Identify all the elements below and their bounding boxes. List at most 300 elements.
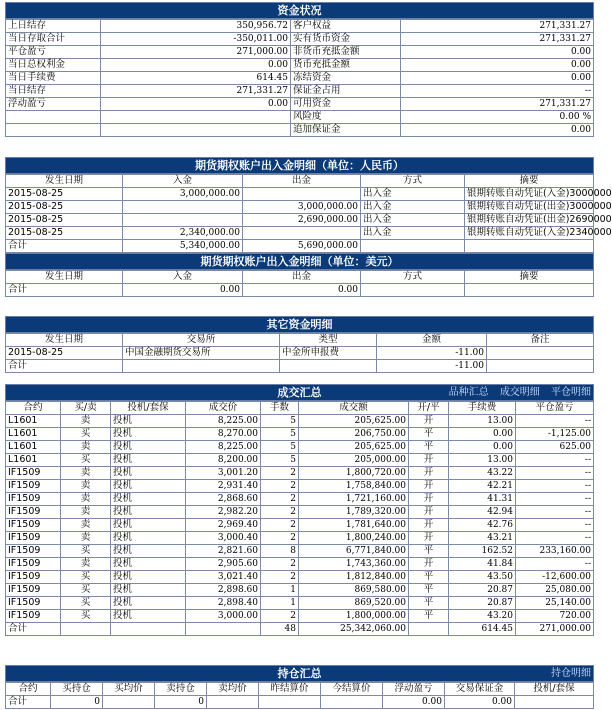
total-cell: 0.00 — [445, 696, 515, 709]
funds-value: 614.45 — [101, 72, 291, 85]
table-cell: 1 — [261, 584, 299, 597]
table-cell: 3,000.00 — [186, 610, 261, 623]
table-cell: 出入金 — [361, 201, 465, 214]
other-table — [5, 333, 594, 373]
funds-label — [6, 124, 101, 137]
table-cell: 42.21 — [449, 480, 516, 493]
column-header: 发生日期 — [6, 175, 123, 188]
table-cell: 41.31 — [449, 493, 516, 506]
table-cell — [123, 214, 243, 227]
table-cell: 投机 — [111, 467, 186, 480]
total-row — [6, 623, 594, 636]
table-cell: 8 — [261, 545, 299, 558]
funds-label: 保证金占用 — [291, 85, 401, 98]
table-cell: 205,000.00 — [299, 454, 409, 467]
table-row — [6, 610, 594, 623]
table-row — [6, 227, 594, 240]
column-header: 开/平 — [409, 402, 449, 415]
table-cell: 20.87 — [449, 597, 516, 610]
table-cell: 206,750.00 — [299, 428, 409, 441]
column-header: 成交额 — [299, 402, 409, 415]
column-header: 出金 — [243, 175, 361, 188]
column-header: 摘要 — [465, 271, 594, 284]
total-cell — [321, 696, 383, 709]
table-cell: 2 — [261, 532, 299, 545]
table-cell: IF1509 — [6, 584, 61, 597]
total-cell: 48 — [261, 623, 299, 636]
funds-row — [6, 85, 594, 98]
table-cell: -- — [516, 532, 594, 545]
table-cell: 41.84 — [449, 558, 516, 571]
table-cell: 出入金 — [361, 214, 465, 227]
column-header: 合约 — [6, 683, 51, 696]
funds-label: 货币充抵金额 — [291, 59, 401, 72]
table-cell: 0.00 — [449, 428, 516, 441]
table-cell: 3,021.40 — [186, 571, 261, 584]
table-cell: L1601 — [6, 415, 61, 428]
table-cell: 2,898.60 — [186, 584, 261, 597]
total-cell — [259, 696, 321, 709]
funds-value: 271,331.27 — [401, 20, 594, 33]
table-cell: 162.52 — [449, 545, 516, 558]
table-cell: 平 — [409, 571, 449, 584]
table-cell: 25,080.00 — [516, 584, 594, 597]
table-cell — [487, 347, 594, 360]
funds-value: 0.00 — [401, 46, 594, 59]
total-cell — [361, 284, 465, 297]
funds-value: -- — [401, 85, 594, 98]
column-header: 方式 — [361, 271, 465, 284]
table-row — [6, 214, 594, 227]
table-cell: 6,771,840.00 — [299, 545, 409, 558]
table-cell: 平 — [409, 428, 449, 441]
total-cell — [207, 696, 259, 709]
table-cell: 开 — [409, 467, 449, 480]
table-cell: IF1509 — [6, 519, 61, 532]
table-cell: 卖 — [61, 415, 111, 428]
table-cell: 中国金融期货交易所 — [123, 347, 280, 360]
table-cell: -- — [516, 480, 594, 493]
rmb-section — [5, 157, 612, 297]
column-header: 入金 — [123, 175, 243, 188]
table-row — [6, 347, 594, 360]
column-header: 买均价 — [103, 683, 155, 696]
table-cell: 投机 — [111, 415, 186, 428]
table-row — [6, 519, 594, 532]
table-cell: 2 — [261, 558, 299, 571]
table-cell: 银期转账自动凭证(出金)2690000 — [465, 214, 594, 227]
table-row — [6, 480, 594, 493]
table-cell: 2,821.60 — [186, 545, 261, 558]
table-cell: 3,001.20 — [186, 467, 261, 480]
table-cell: 投机 — [111, 610, 186, 623]
table-cell: -- — [516, 506, 594, 519]
total-row — [6, 284, 594, 297]
table-cell: 2 — [261, 519, 299, 532]
table-cell: 2,898.40 — [186, 597, 261, 610]
table-cell: 投机 — [111, 558, 186, 571]
funds-value — [101, 124, 291, 137]
total-cell: 5,690,000.00 — [243, 240, 361, 253]
column-header: 卖持仓 — [155, 683, 207, 696]
table-cell: 卖 — [61, 493, 111, 506]
table-cell: 开 — [409, 480, 449, 493]
total-cell: 0.00 — [383, 696, 445, 709]
table-cell: 买 — [61, 584, 111, 597]
table-cell: 869,580.00 — [299, 584, 409, 597]
total-cell — [103, 696, 155, 709]
table-cell: L1601 — [6, 428, 61, 441]
rmb-title: 期货期权账户出入金明细（单位：人民币） — [5, 157, 594, 174]
column-header: 类型 — [280, 334, 377, 347]
funds-label: 当日存取合计 — [6, 33, 101, 46]
table-cell: 13.00 — [449, 454, 516, 467]
table-cell: 2 — [261, 506, 299, 519]
funds-label: 当日总权利金 — [6, 59, 101, 72]
table-cell: 8,225.00 — [186, 415, 261, 428]
table-row — [6, 493, 594, 506]
table-cell: 出入金 — [361, 227, 465, 240]
funds-label: 可用资金 — [291, 98, 401, 111]
table-row — [6, 415, 594, 428]
funds-label: 客户权益 — [291, 20, 401, 33]
total-cell: 合计 — [6, 240, 123, 253]
table-cell — [123, 201, 243, 214]
table-cell: 投机 — [111, 571, 186, 584]
column-header: 发生日期 — [6, 271, 123, 284]
funds-row — [6, 33, 594, 46]
table-cell — [243, 227, 361, 240]
table-cell: 投机 — [111, 597, 186, 610]
positions-title-bar — [5, 665, 594, 682]
total-cell — [361, 240, 465, 253]
table-cell: 43.20 — [449, 610, 516, 623]
table-cell: 2 — [261, 467, 299, 480]
table-cell: 开 — [409, 519, 449, 532]
funds-label: 非货币充抵金额 — [291, 46, 401, 59]
table-cell: 卖 — [61, 441, 111, 454]
total-cell — [487, 360, 594, 373]
usd-table — [5, 270, 594, 297]
column-header: 方式 — [361, 175, 465, 188]
table-cell: -- — [516, 493, 594, 506]
table-cell: 买 — [61, 610, 111, 623]
funds-row — [6, 20, 594, 33]
column-header: 备注 — [487, 334, 594, 347]
table-cell: 开 — [409, 493, 449, 506]
column-header: 昨结算价 — [259, 683, 321, 696]
table-cell: 5 — [261, 441, 299, 454]
table-cell: 205,625.00 — [299, 415, 409, 428]
column-header: 合约 — [6, 402, 61, 415]
trades-title: 成交汇总 — [277, 386, 322, 399]
table-row — [6, 571, 594, 584]
table-cell: 中金所申报费 — [280, 347, 377, 360]
total-cell — [186, 623, 261, 636]
total-cell — [280, 360, 377, 373]
other-section — [5, 316, 594, 373]
table-cell: 2015-08-25 — [6, 214, 123, 227]
table-cell: L1601 — [6, 441, 61, 454]
funds-label: 实有货币资金 — [291, 33, 401, 46]
funds-value: 0.00 — [401, 72, 594, 85]
column-header: 手续费 — [449, 402, 516, 415]
table-cell: 5 — [261, 428, 299, 441]
rmb-table — [5, 174, 612, 253]
table-cell: 205,625.00 — [299, 441, 409, 454]
column-header: 交易所 — [123, 334, 280, 347]
table-row — [6, 441, 594, 454]
funds-label: 追加保证金 — [291, 124, 401, 137]
table-cell: IF1509 — [6, 480, 61, 493]
usd-title: 期货期权账户出入金明细（单位：美元） — [5, 253, 594, 270]
total-cell: 614.45 — [449, 623, 516, 636]
column-header: 浮动盈亏 — [383, 683, 445, 696]
table-cell: 平 — [409, 441, 449, 454]
table-cell: IF1509 — [6, 558, 61, 571]
table-cell: 5 — [261, 454, 299, 467]
column-header: 手数 — [261, 402, 299, 415]
table-cell: 银期转账自动凭证(入金)2340000 — [465, 227, 594, 240]
table-cell: 2,931.40 — [186, 480, 261, 493]
funds-value: 0.00 — [101, 98, 291, 111]
positions-title: 持仓汇总 — [277, 667, 322, 680]
table-row — [6, 584, 594, 597]
funds-row — [6, 72, 594, 85]
table-cell: 平 — [409, 597, 449, 610]
total-cell: 合计 — [6, 696, 51, 709]
total-cell: 0 — [51, 696, 103, 709]
column-header: 买/卖 — [61, 402, 111, 415]
table-cell: 卖 — [61, 519, 111, 532]
table-cell: 2015-08-25 — [6, 188, 123, 201]
table-cell: 2,905.60 — [186, 558, 261, 571]
table-cell: IF1509 — [6, 493, 61, 506]
table-cell: 42.76 — [449, 519, 516, 532]
funds-title: 资金状况 — [5, 2, 594, 19]
table-cell: 卖 — [61, 480, 111, 493]
table-cell: 开 — [409, 558, 449, 571]
column-header: 买持仓 — [51, 683, 103, 696]
total-cell — [111, 623, 186, 636]
table-cell: 出入金 — [361, 188, 465, 201]
table-cell: 2 — [261, 571, 299, 584]
table-cell: 625.00 — [516, 441, 594, 454]
table-cell: L1601 — [6, 454, 61, 467]
total-cell: 271,000.00 — [516, 623, 594, 636]
table-cell: 1,800,000.00 — [299, 610, 409, 623]
table-cell: 25,140.00 — [516, 597, 594, 610]
table-cell: 卖 — [61, 467, 111, 480]
table-cell: 20.87 — [449, 584, 516, 597]
funds-value: 271,331.27 — [401, 33, 594, 46]
funds-label: 冻结资金 — [291, 72, 401, 85]
table-cell: 3,000,000.00 — [123, 188, 243, 201]
table-row — [6, 506, 594, 519]
column-header: 交易保证金 — [445, 683, 515, 696]
table-cell: 卖 — [61, 558, 111, 571]
column-header: 卖均价 — [207, 683, 259, 696]
funds-label: 当日结存 — [6, 85, 101, 98]
table-cell: -- — [516, 519, 594, 532]
table-row — [6, 454, 594, 467]
table-cell: 2,690,000.00 — [243, 214, 361, 227]
table-cell: 1,721,160.00 — [299, 493, 409, 506]
table-cell: 1,800,240.00 — [299, 532, 409, 545]
table-cell: IF1509 — [6, 597, 61, 610]
total-cell — [123, 360, 280, 373]
total-cell: 0.00 — [123, 284, 243, 297]
positions-section — [5, 665, 594, 709]
trades-section — [5, 384, 594, 636]
table-cell: 2015-08-25 — [6, 201, 123, 214]
trades-table — [5, 401, 594, 636]
column-header: 出金 — [243, 271, 361, 284]
total-cell: 0.00 — [243, 284, 361, 297]
funds-row — [6, 59, 594, 72]
table-cell: 8,200.00 — [186, 454, 261, 467]
total-row — [6, 240, 594, 253]
table-row — [6, 188, 594, 201]
funds-value: 271,331.27 — [401, 98, 594, 111]
table-cell: 2 — [261, 480, 299, 493]
table-cell: 13.00 — [449, 415, 516, 428]
table-cell: 2,969.40 — [186, 519, 261, 532]
table-cell: 投机 — [111, 506, 186, 519]
table-cell: -- — [516, 454, 594, 467]
table-cell: -- — [516, 415, 594, 428]
funds-row — [6, 98, 594, 111]
table-cell: -11.00 — [377, 347, 487, 360]
total-row — [6, 360, 594, 373]
table-cell: 1,812,840.00 — [299, 571, 409, 584]
table-cell: IF1509 — [6, 532, 61, 545]
total-cell — [61, 623, 111, 636]
total-cell: 合计 — [6, 360, 123, 373]
table-cell: 投机 — [111, 584, 186, 597]
funds-value: 271,000.00 — [101, 46, 291, 59]
table-cell: 开 — [409, 454, 449, 467]
table-cell — [243, 188, 361, 201]
table-cell: 投机 — [111, 428, 186, 441]
table-cell: 投机 — [111, 545, 186, 558]
total-cell: -11.00 — [377, 360, 487, 373]
table-cell: 平 — [409, 545, 449, 558]
table-cell: 5 — [261, 415, 299, 428]
table-row — [6, 467, 594, 480]
table-row — [6, 201, 594, 214]
table-cell: -12,600.00 — [516, 571, 594, 584]
table-cell: 买 — [61, 454, 111, 467]
table-cell: 2,340,000.00 — [123, 227, 243, 240]
table-cell: IF1509 — [6, 467, 61, 480]
table-cell: 2015-08-25 — [6, 347, 123, 360]
total-cell: 0 — [155, 696, 207, 709]
table-cell: 买 — [61, 545, 111, 558]
total-cell: 25,342,060.00 — [299, 623, 409, 636]
column-header: 投机/套保 — [111, 402, 186, 415]
funds-section — [5, 2, 594, 137]
table-cell: 2,982.20 — [186, 506, 261, 519]
funds-value: 350,956.72 — [101, 20, 291, 33]
table-cell: 1,800,720.00 — [299, 467, 409, 480]
link-variety-summary[interactable]: 品种汇总 — [448, 387, 489, 398]
funds-label: 风险度 — [291, 111, 401, 124]
table-cell: 1,758,840.00 — [299, 480, 409, 493]
table-cell: 卖 — [61, 532, 111, 545]
table-cell: 720.00 — [516, 610, 594, 623]
column-header: 金额 — [377, 334, 487, 347]
table-cell: 8,270.00 — [186, 428, 261, 441]
table-cell: 买 — [61, 597, 111, 610]
funds-label: 当日手续费 — [6, 72, 101, 85]
table-cell: 卖 — [61, 506, 111, 519]
table-row — [6, 428, 594, 441]
table-row — [6, 532, 594, 545]
total-cell — [465, 240, 594, 253]
table-cell: 平 — [409, 584, 449, 597]
table-cell: 43.21 — [449, 532, 516, 545]
funds-row — [6, 124, 594, 137]
table-cell: IF1509 — [6, 610, 61, 623]
link-close-detail[interactable]: 平仓明细 — [551, 387, 591, 398]
other-title: 其它资金明细 — [5, 316, 594, 333]
table-cell: 2 — [261, 493, 299, 506]
total-cell — [409, 623, 449, 636]
table-cell: 233,160.00 — [516, 545, 594, 558]
table-cell: 投机 — [111, 454, 186, 467]
table-cell: 3,000,000.00 — [243, 201, 361, 214]
table-cell: 银期转账自动凭证(入金)3000000 — [465, 188, 594, 201]
link-position-detail[interactable]: 持仓明细 — [551, 668, 591, 679]
column-header: 发生日期 — [6, 334, 123, 347]
funds-label: 浮动盈亏 — [6, 98, 101, 111]
total-cell: 合计 — [6, 623, 61, 636]
table-cell: IF1509 — [6, 545, 61, 558]
table-cell: IF1509 — [6, 506, 61, 519]
funds-value: 0.00 % — [401, 111, 594, 124]
table-cell: 投机 — [111, 441, 186, 454]
table-cell: 2,868.60 — [186, 493, 261, 506]
table-cell: -- — [516, 558, 594, 571]
table-cell: 42.94 — [449, 506, 516, 519]
column-header: 平仓盈亏 — [516, 402, 594, 415]
table-cell: 0.00 — [449, 441, 516, 454]
funds-value: 271,331.27 — [101, 85, 291, 98]
column-header: 入金 — [123, 271, 243, 284]
funds-value: 0.00 — [401, 59, 594, 72]
total-cell — [515, 696, 594, 709]
table-cell: 1,743,360.00 — [299, 558, 409, 571]
table-cell: 3,000.40 — [186, 532, 261, 545]
table-cell: 投机 — [111, 493, 186, 506]
funds-row — [6, 111, 594, 124]
table-cell: 开 — [409, 506, 449, 519]
table-cell: 买 — [61, 428, 111, 441]
total-cell: 合计 — [6, 284, 123, 297]
table-cell: 投机 — [111, 532, 186, 545]
table-cell: 银期转账自动凭证(出金)3000000 — [465, 201, 594, 214]
link-trade-detail[interactable]: 成交明细 — [499, 387, 540, 398]
funds-value: -350,011.00 — [101, 33, 291, 46]
trades-title-bar — [5, 384, 594, 401]
table-row — [6, 545, 594, 558]
table-cell: -- — [516, 467, 594, 480]
funds-value: 0.00 — [101, 59, 291, 72]
table-cell: -1,125.00 — [516, 428, 594, 441]
table-row — [6, 558, 594, 571]
table-cell: 8,225.00 — [186, 441, 261, 454]
